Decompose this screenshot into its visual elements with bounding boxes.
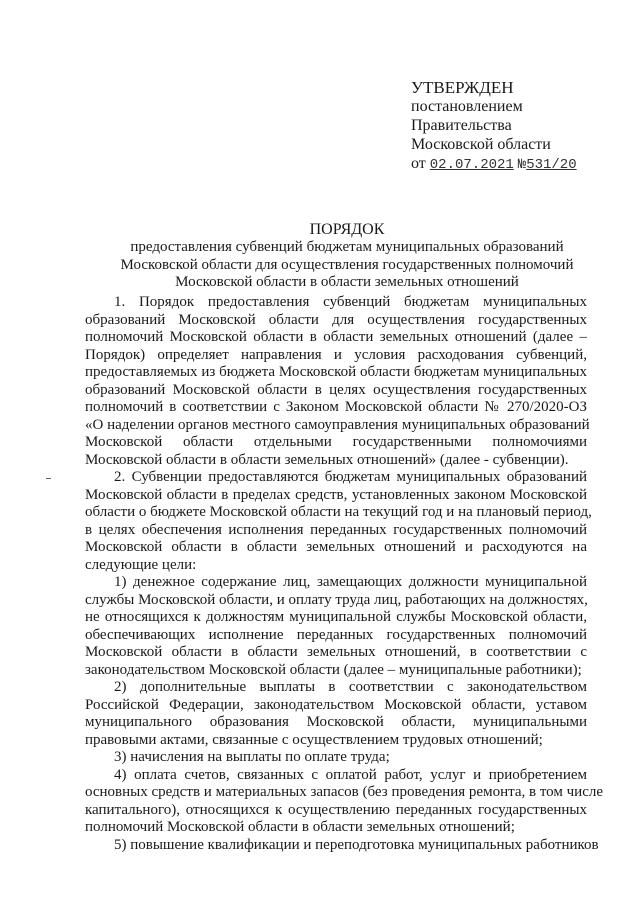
paragraph-line: образований Московской области в целях осуществления государственных [85, 381, 587, 398]
paragraph [85, 294, 590, 469]
paragraph [85, 836, 599, 855]
document-body [85, 294, 604, 854]
document-subtitle-line: предоставления субвенций бюджетам муниципальных образований [130, 239, 564, 255]
approval-line: Правительства [411, 117, 512, 134]
paragraph [85, 749, 587, 767]
paragraph-line: Порядок) определяет направления и условия расходования субвенций, [85, 346, 587, 363]
approval-title: УТВЕРЖДЕН [411, 78, 514, 97]
paragraph-line: 1) денежное содержание лиц, замещающих должности муниципальной [114, 574, 587, 590]
paragraph-line: службы Московской области, и оплату труда лиц, работающих на должностях, [85, 591, 588, 608]
paragraph-line: Московской области в области земельных отношений и расходуются на [85, 539, 587, 555]
paragraph-line: 2. Субвенции предоставляются бюджетам муниципальных образований [114, 469, 587, 485]
number-sign: № [517, 157, 527, 173]
paragraph [85, 469, 592, 574]
paragraph-line: правовыми актами, связанные с осуществлением трудовых отношений; [85, 731, 543, 748]
paragraph-line: не относящихся к должностям муниципальной службы Московской области, [85, 609, 587, 625]
paragraph-line: Московской области отдельными государственными полномочиями [85, 434, 587, 450]
paragraph-line: муниципального образования Московской области, муниципальными [85, 714, 587, 730]
document-subtitle-line: Московской области в области земельных отношений [175, 274, 519, 290]
paragraph-line: полномочий в соответствии с Законом Московской области № 270/2020-ОЗ [85, 399, 587, 415]
paragraph-line: Московской области в пределах средств, установленных законом Московской [85, 486, 587, 503]
paragraph-line: законодательством Московской области (далее – муниципальные работники); [85, 661, 582, 678]
approval-line: постановлением [411, 98, 523, 115]
approval-date-line [411, 154, 577, 175]
approval-stamp [411, 78, 577, 175]
paragraph-line: основных средств и материальных запасов (без проведения ремонта, в том числе [85, 784, 604, 800]
document-heading [60, 220, 634, 292]
paragraph [85, 766, 604, 837]
paragraph-line: образований Московской области для осуществления государственных [85, 311, 587, 328]
paragraph-line: в целях обеспечения исполнения переданных государственных полномочий [85, 521, 587, 538]
approval-date: 02.07.2021 [429, 157, 514, 173]
document-title: ПОРЯДОК [309, 221, 385, 238]
paragraph-line: Московской области в области земельных отношений» (далее - субвенции). [85, 451, 569, 468]
date-prefix: от [411, 155, 426, 172]
paragraph-line: следующие цели: [85, 556, 197, 573]
approval-number: 531/20 [526, 157, 577, 173]
paragraph-line: 4) оплата счетов, связанных с оплатой работ, услуг и приобретением [114, 766, 587, 783]
document-subtitle-line: Московской области для осуществления государственных полномочий [120, 256, 574, 273]
paragraph-line: Московской области в области земельных отношений, в соответствии с [85, 644, 587, 660]
paragraph-line: 1. Порядок предоставления субвенций бюджетам муниципальных [114, 294, 587, 310]
paragraph-line: 5) повышение квалификации и переподготовка муниципальных работников [114, 836, 599, 853]
paragraph-line: «О наделении органов местного самоуправления муниципальных образований [85, 416, 590, 433]
paragraph-line: обеспечивающих исполнение переданных государственных полномочий [85, 626, 587, 643]
scan-mark [46, 478, 51, 479]
paragraph-line: предоставляемых из бюджета Московской области бюджетам муниципальных [85, 364, 587, 380]
paragraph-line: области о бюджете Московской области на текущий год и на плановый период, [85, 504, 592, 520]
paragraph-line: Российской Федерации, законодательством Московской области, уставом [85, 696, 587, 713]
paragraph-line: полномочий Московской области в области земельных отношений; [85, 819, 515, 835]
paragraph-line: полномочий Московской области в области земельных отношений (далее – [85, 329, 587, 345]
paragraph-line: 3) начисления на выплаты по оплате труда; [114, 749, 390, 765]
paragraph [85, 574, 587, 679]
paragraph-line: капитального), относящихся к осуществлению переданных государственных [85, 801, 587, 818]
approval-line: Московской области [411, 136, 551, 153]
paragraph [85, 679, 587, 749]
paragraph-line: 2) дополнительные выплаты в соответствии с законодательством [114, 679, 587, 695]
